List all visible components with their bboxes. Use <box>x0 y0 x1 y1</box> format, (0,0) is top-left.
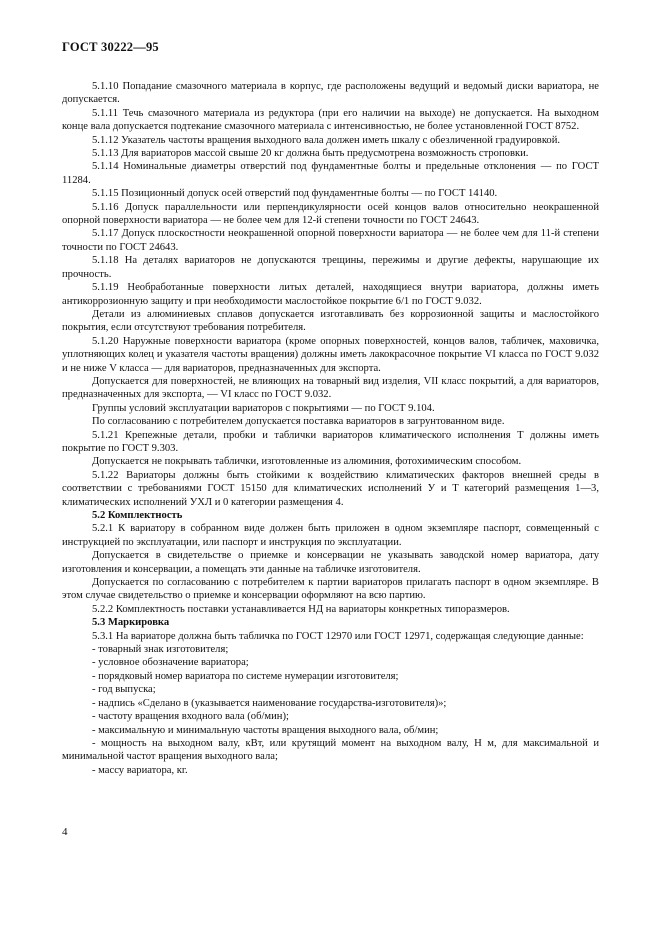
paragraph: Детали из алюминиевых сплавов допускается изготавливать без коррозионной защиты и маслостойкого покрытия, если отсутствуют требования потребителя. <box>62 308 599 334</box>
paragraph: 5.1.22 Вариаторы должны быть стойкими к воздействию климатических факторов внешней среды в соответствии с требованиями ГОСТ 15150 для климатических исполнений У и Т категорий размещения 1—3, климатических исполнений УХЛ и 0 категории размещения 4. <box>62 469 599 508</box>
paragraph: По согласованию с потребителем допускается поставка вариаторов в загрунтованном виде. <box>92 416 505 428</box>
list-item: - надпись «Сделано в (указывается наименование государства-изготовителя)»; <box>92 697 447 709</box>
paragraph: - мощность на выходном валу, кВт, или крутящий момент на выходном валу, Н м, для максимальной и минимальной частот вращения выходного вала; <box>62 737 599 763</box>
paragraph: Допускается не покрывать таблички, изготовленные из алюминия, фотохимическим способом. <box>92 456 522 468</box>
paragraph: 5.1.20 Наружные поверхности вариатора (кроме опорных поверхностей, концов валов, табличек, маховичка, уплотняющих колец и указателя частоты вращения) должны иметь лакокрасочное покрытие VI класса по ГОСТ 9.032 и не ниже V класса — для вариаторов, предназначенных для экспорта. <box>62 335 599 374</box>
paragraph: 5.1.11 Течь смазочного материала из редуктора (при его наличии на выходе) не допускается. На выходном конце вала допускается подтекание смазочного материала с интенсивностью, не более установленной ГОСТ 8752. <box>62 107 599 133</box>
paragraph: Допускается в свидетельстве о приемке и консервации не указывать заводской номер вариатора, дату изготовления и консервации, а помещать эти данные на табличке изготовителя. <box>62 550 599 575</box>
document-header: ГОСТ 30222—95 <box>62 40 159 54</box>
list-item: - год выпуска; <box>92 684 156 696</box>
list-item: - товарный знак изготовителя; <box>92 644 229 656</box>
paragraph: 5.2.2 Комплектность поставки устанавливается НД на вариаторы конкретных типоразмеров. <box>92 603 510 615</box>
list-item: - максимальную и минимальную частоты вращения выходного вала, об/мин; <box>92 724 439 736</box>
paragraph: Группы условий эксплуатации вариаторов с покрытиями — по ГОСТ 9.104. <box>92 402 435 414</box>
list-item: - порядковый номер вариатора по системе нумерации изготовителя; <box>92 670 399 682</box>
paragraph: Допускается для поверхностей, не влияющих на товарный вид изделия, VII класс покрытий, а для вариаторов, предназначенных для экспорта, — VI класс по ГОСТ 9.032. <box>62 375 599 401</box>
paragraph: 5.1.14 Номинальные диаметры отверстий под фундаментные болты и предельные отклонения — по ГОСТ 11284. <box>62 161 599 186</box>
paragraph: 5.1.15 Позиционный допуск осей отверстий под фундаментные болты — по ГОСТ 14140. <box>92 188 498 200</box>
paragraph: 5.2.1 К вариатору в собранном виде должен быть приложен в одном экземпляре паспорт, совмещенный с инструкцией по эксплуатации, или паспорт и инструкция по эксплуатации. <box>62 523 599 548</box>
section-heading: 5.2 Комплектность <box>92 510 183 521</box>
paragraph: 5.1.13 Для вариаторов массой свыше 20 кг должна быть предусмотрена возможность строповки. <box>92 148 529 160</box>
list-item: - частоту вращения входного вала (об/мин); <box>92 711 289 723</box>
paragraph: 5.1.21 Крепежные детали, пробки и таблички вариаторов климатического исполнения Т должны иметь покрытие по ГОСТ 9.303. <box>62 429 599 454</box>
paragraph: 5.1.10 Попадание смазочного материала в корпус, где расположены ведущий и ведомый диски вариатора, не допускается. <box>62 81 599 106</box>
section-heading: 5.3 Маркировка <box>92 617 170 629</box>
paragraph: 5.1.17 Допуск плоскостности неокрашенной опорной поверхности вариатора — не более чем для 11-й степени точности по ГОСТ 24643. <box>62 228 599 253</box>
paragraph: 5.1.18 На деталях вариаторов не допускаются трещины, пережимы и другие дефекты, нарушающие их прочность. <box>62 255 599 280</box>
paragraph: Допускается по согласованию с потребителем к партии вариаторов прилагать паспорт в одном экземпляре. В этом случае свидетельство о приемке и консервации оформляют на всю партию. <box>62 577 599 602</box>
document-body <box>62 80 599 777</box>
list-item: - массу вариатора, кг. <box>92 764 188 776</box>
page-number: 4 <box>62 826 68 838</box>
paragraph: 5.3.1 На вариаторе должна быть табличка по ГОСТ 12970 или ГОСТ 12971, содержащая следующие данные: <box>92 630 584 642</box>
paragraph: 5.1.12 Указатель частоты вращения выходного вала должен иметь шкалу с обезличенной градуировкой. <box>92 134 561 146</box>
list-item: - условное обозначение вариатора; <box>92 657 249 669</box>
paragraph: 5.1.16 Допуск параллельности или перпендикулярности осей концов валов относительно неокрашенной опорной поверхности вариатора — не более чем для 12-й степени точности по ГОСТ 24643. <box>62 201 599 227</box>
paragraph: 5.1.19 Необработанные поверхности литых деталей, находящиеся внутри вариатора, должны иметь антикоррозионную защиту и при необходимости маслостойкое покрытие 6/1 по ГОСТ 9.032. <box>62 282 599 307</box>
